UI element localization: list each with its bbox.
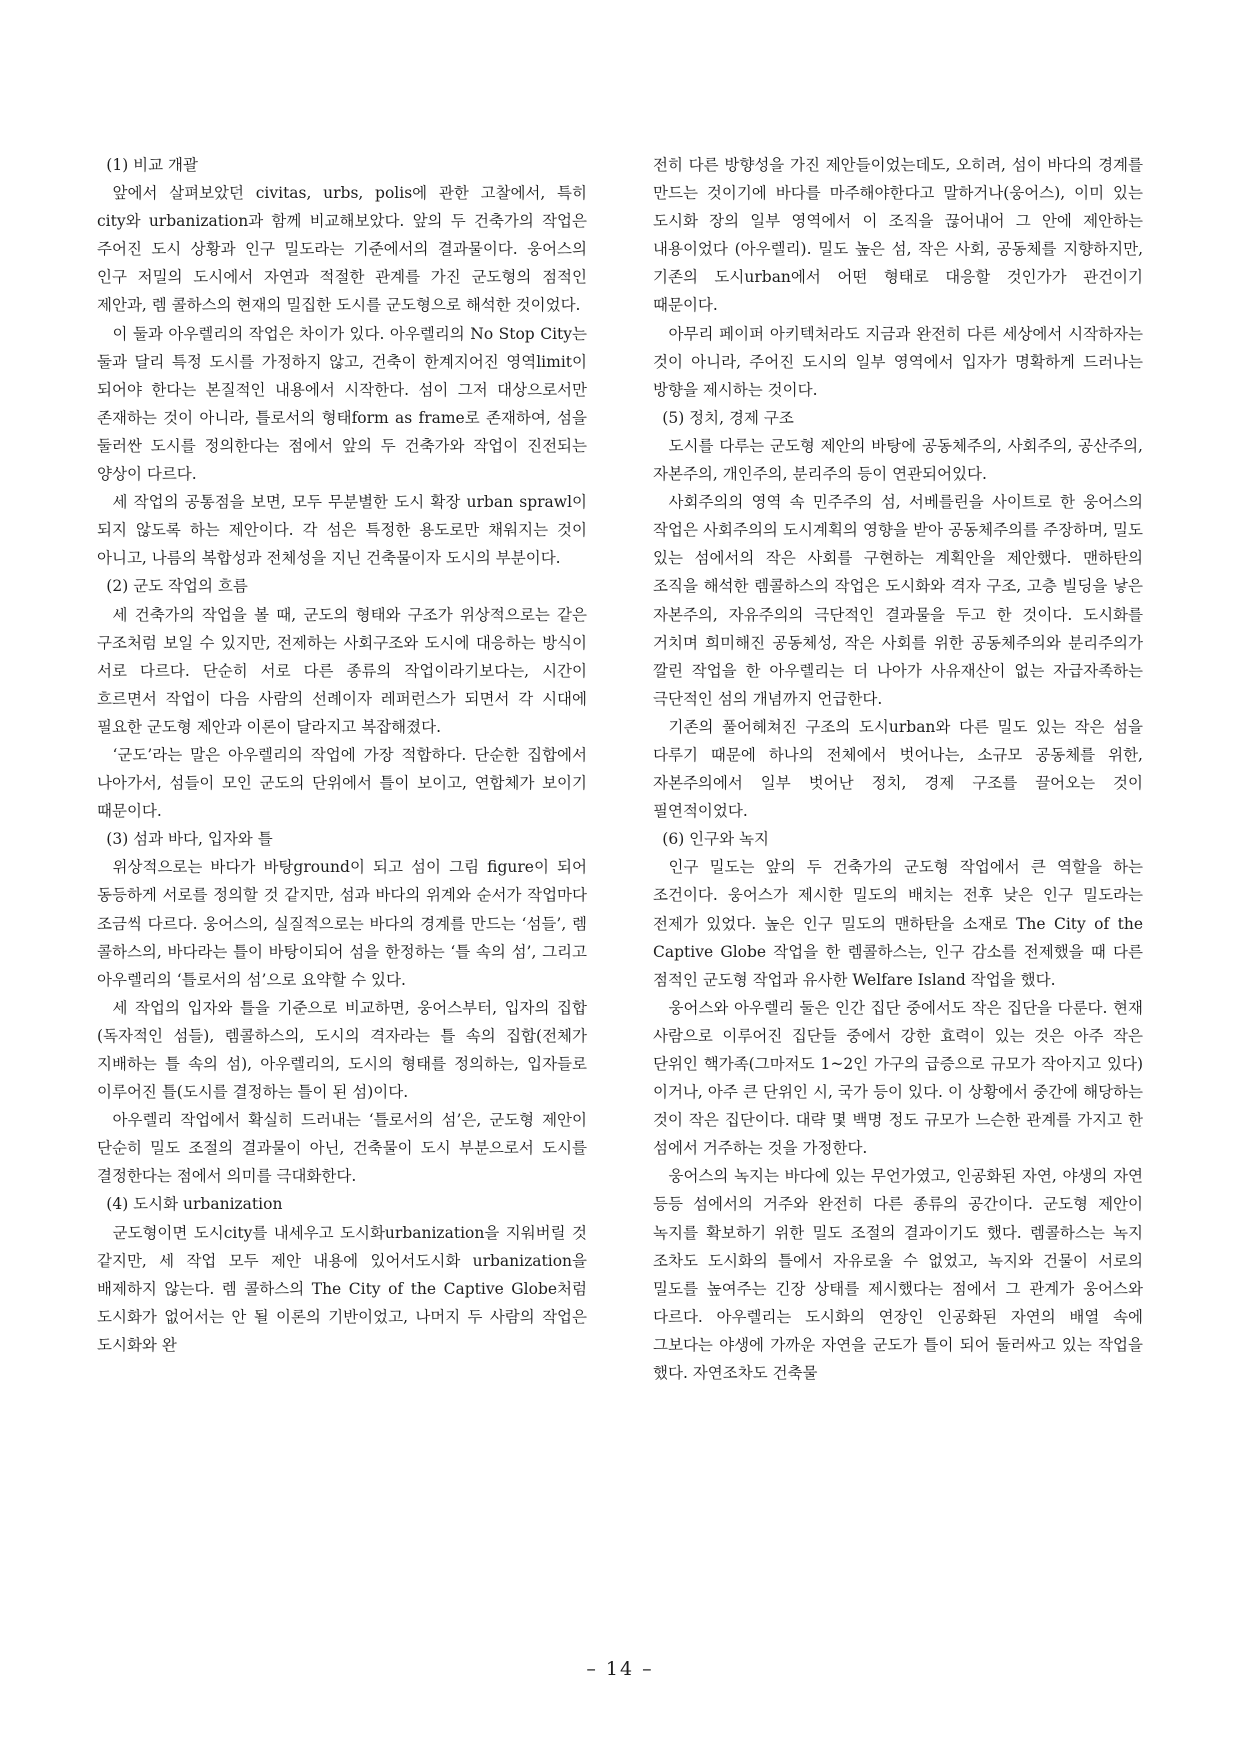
section-heading: (2) 군도 작업의 흐름: [106, 577, 248, 596]
body-paragraph: 세 건축가의 작업을 볼 때, 군도의 형태와 구조가 위상적으로는 같은 구조처럼 보일 수 있지만, 전제하는 사회구조와 도시에 대응하는 방식이 서로 다르다. 단순히 서로 다른 종류의 작업이라기보다는, 시간이 흐르면서 작업이 다음 사람의 선례이자 레퍼런스가 되면서 각 시대에 필요한 군도형 제안과 이론이 달라지고 복잡해졌다.: [97, 605, 587, 736]
body-paragraph: 위상적으로는 바다가 바탕ground이 되고 섬이 그림 figure이 되어 동등하게 서로를 정의할 것 같지만, 섬과 바다의 위계와 순서가 작업마다 조금씩 다르다. 웅어스의, 실질적으로는 바다의 경계를 만드는 ‘섬들’, 렘 콜하스의, 바다라는 틀이 바탕이되어 섬을 한정하는 ‘틀 속의 섬’, 그리고 아우렐리의 ‘틀로서의 섬’으로 요약할 수 있다.: [97, 858, 587, 989]
body-paragraph: 이 둘과 아우렐리의 작업은 차이가 있다. 아우렐리의 No Stop City는 둘과 달리 특정 도시를 가정하지 않고, 건축이 한계지어진 영역limit이 되어야 한다는 본질적인 내용에서 시작한다. 섬이 그저 대상으로서만 존재하는 것이 아니라, 틀로서의 형태form as frame로 존재하여, 섬을 둘러싼 도시를 정의한다는 점에서 앞의 두 건축가와 작업이 진전되는 양상이 다르다.: [97, 324, 587, 484]
section-heading: (5) 정치, 경제 구조: [662, 408, 794, 427]
body-paragraph: 사회주의의 영역 속 민주주의 섬, 서베를린을 사이트로 한 웅어스의 작업은 사회주의의 도시계획의 영향을 받아 공동체주의를 주장하며, 밀도 있는 섬에서의 작은 사회를 구현하는 계획안을 제안했다. 맨하탄의 조직을 해석한 렘콜하스의 작업은 도시화와 격자 구조, 고층 빌딩을 낳은 자본주의, 자유주의의 극단적인 결과물을 두고 한 것이다. 도시화를 거치며 희미해진 공동체성, 작은 사회를 위한 공동체주의와 분리주의가 깔린 작업을 한 아우렐리는 더 나아가 사유재산이 없는 자급자족하는 극단적인 섬의 개념까지 언급한다.: [653, 493, 1143, 708]
body-paragraph: 아무리 페이퍼 아키텍처라도 지금과 완전히 다른 세상에서 시작하자는 것이 아니라, 주어진 도시의 일부 영역에서 입자가 명확하게 드러나는 방향을 제시하는 것이다.: [653, 324, 1143, 399]
right-column: [653, 151, 1143, 1387]
body-paragraph: 웅어스와 아우렐리 둘은 인간 집단 중에서도 작은 집단을 다룬다. 현재 사람으로 이루어진 집단들 중에서 강한 효력이 있는 것은 아주 작은 단위인 핵가족(그마저도 1~2인 가구의 급증으로 규모가 작아지고 있다)이거나, 아주 큰 단위인 시, 국가 등이 있다. 이 상황에서 중간에 해당하는 것이 작은 집단이다. 대략 몇 백명 정도 규모가 느슨한 관계를 가지고 한 섬에서 거주하는 것을 가정한다.: [653, 998, 1143, 1158]
section-heading: (4) 도시화 urbanization: [106, 1195, 283, 1214]
body-paragraph: 기존의 풀어헤쳐진 구조의 도시urban와 다른 밀도 있는 작은 섬을 다루기 때문에 하나의 전체에서 벗어나는, 소규모 공동체를 위한, 자본주의에서 일부 벗어난 정치, 경제 구조를 끌어오는 것이 필연적이었다.: [653, 717, 1143, 821]
body-paragraph: 세 작업의 입자와 틀을 기준으로 비교하면, 웅어스부터, 입자의 집합(독자적인 섬들), 렘콜하스의, 도시의 격자라는 틀 속의 집합(전체가 지배하는 틀 속의 섬), 아우렐리의, 도시의 형태를 정의하는, 입자들로 이루어진 틀(도시를 결정하는 틀이 된 섬)이다.: [97, 998, 587, 1102]
body-paragraph: 세 작업의 공통점을 보면, 모두 무분별한 도시 확장 urban sprawl이 되지 않도록 하는 제안이다. 각 섬은 특정한 용도로만 채워지는 것이 아니고, 나름의 복합성과 전체성을 지닌 건축물이자 도시의 부분이다.: [97, 493, 587, 568]
section-heading: (3) 섬과 바다, 입자와 틀: [106, 830, 273, 849]
left-column: [97, 151, 587, 1359]
section-heading: (6) 인구와 녹지: [662, 830, 769, 849]
body-paragraph: ‘군도’라는 말은 아우렐리의 작업에 가장 적합하다. 단순한 집합에서 나아가서, 섬들이 모인 군도의 단위에서 틀이 보이고, 연합체가 보이기 때문이다.: [97, 745, 587, 821]
page-number: – 14 –: [586, 1658, 654, 1680]
body-paragraph: 아우렐리 작업에서 확실히 드러내는 ‘틀로서의 섬’은, 군도형 제안이 단순히 밀도 조절의 결과물이 아닌, 건축물이 도시 부분으로서 도시를 결정한다는 점에서 의미를 극대화한다.: [97, 1111, 587, 1186]
body-paragraph: 군도형이면 도시city를 내세우고 도시화urbanization을 지워버릴 것 같지만, 세 작업 모두 제안 내용에 있어서도시화 urbanization을 배제하지 않는다. 렘 콜하스의 The City of the Captive Globe처럼 도시화가 없어서는 안 될 이론의 기반이었고, 나머지 두 사람의 작업은 도시화와 완: [97, 1223, 587, 1354]
body-paragraph-continued: 전히 다른 방향성을 가진 제안들이었는데도, 오히려, 섬이 바다의 경계를 만드는 것이기에 바다를 마주해야한다고 말하거나(웅어스), 이미 있는 도시화 장의 일부 영역에서 이 조직을 끊어내어 그 안에 제안하는 내용이었다 (아우렐리). 밀도 높은 섬, 작은 사회, 공동체를 지향하지만, 기존의 도시urban에서 어떤 형태로 대응할 것인가가 관건이기 때문이다.: [653, 156, 1143, 315]
body-paragraph: 인구 밀도는 앞의 두 건축가의 군도형 작업에서 큰 역할을 하는 조건이다. 웅어스가 제시한 밀도의 배치는 전후 낮은 인구 밀도라는 전제가 있었다. 높은 인구 밀도의 맨하탄을 소재로 The City of the Captive Globe 작업을 한 렘콜하스는, 인구 감소를 전제했을 때 다른 점적인 군도형 작업과 유사한 Welfare Island 작업을 했다.: [653, 858, 1143, 989]
section-heading: (1) 비교 개괄: [106, 156, 198, 174]
body-paragraph: 도시를 다루는 군도형 제안의 바탕에 공동체주의, 사회주의, 공산주의, 자본주의, 개인주의, 분리주의 등이 연관되어있다.: [653, 436, 1143, 484]
body-paragraph: 앞에서 살펴보았던 civitas, urbs, polis에 관한 고찰에서, 특히 city와 urbanization과 함께 비교해보았다. 앞의 두 건축가의 작업은 주어진 도시 상황과 인구 밀도라는 기준에서의 결과물이다. 웅어스의 인구 저밀의 도시에서 자연과 적절한 관계를 가진 군도형의 점적인 제안과, 렘 콜하스의 현재의 밀집한 도시를 군도형으로 해석한 것이었다.: [97, 184, 587, 315]
body-paragraph: 웅어스의 녹지는 바다에 있는 무언가였고, 인공화된 자연, 야생의 자연 등등 섬에서의 거주와 완전히 다른 종류의 공간이다. 군도형 제안이 녹지를 확보하기 위한 밀도 조절의 결과이기도 했다. 렘콜하스는 녹지 조차도 도시화의 틀에서 자유로울 수 없었고, 녹지와 건물이 서로의 밀도를 높여주는 긴장 상태를 제시했다는 점에서 그 관계가 웅어스와 다르다. 아우렐리는 도시화의 연장인 인공화된 자연의 배열 속에 그보다는 야생에 가까운 자연을 군도가 틀이 되어 둘러싸고 있는 작업을 했다. 자연조차도 건축물: [653, 1167, 1143, 1383]
